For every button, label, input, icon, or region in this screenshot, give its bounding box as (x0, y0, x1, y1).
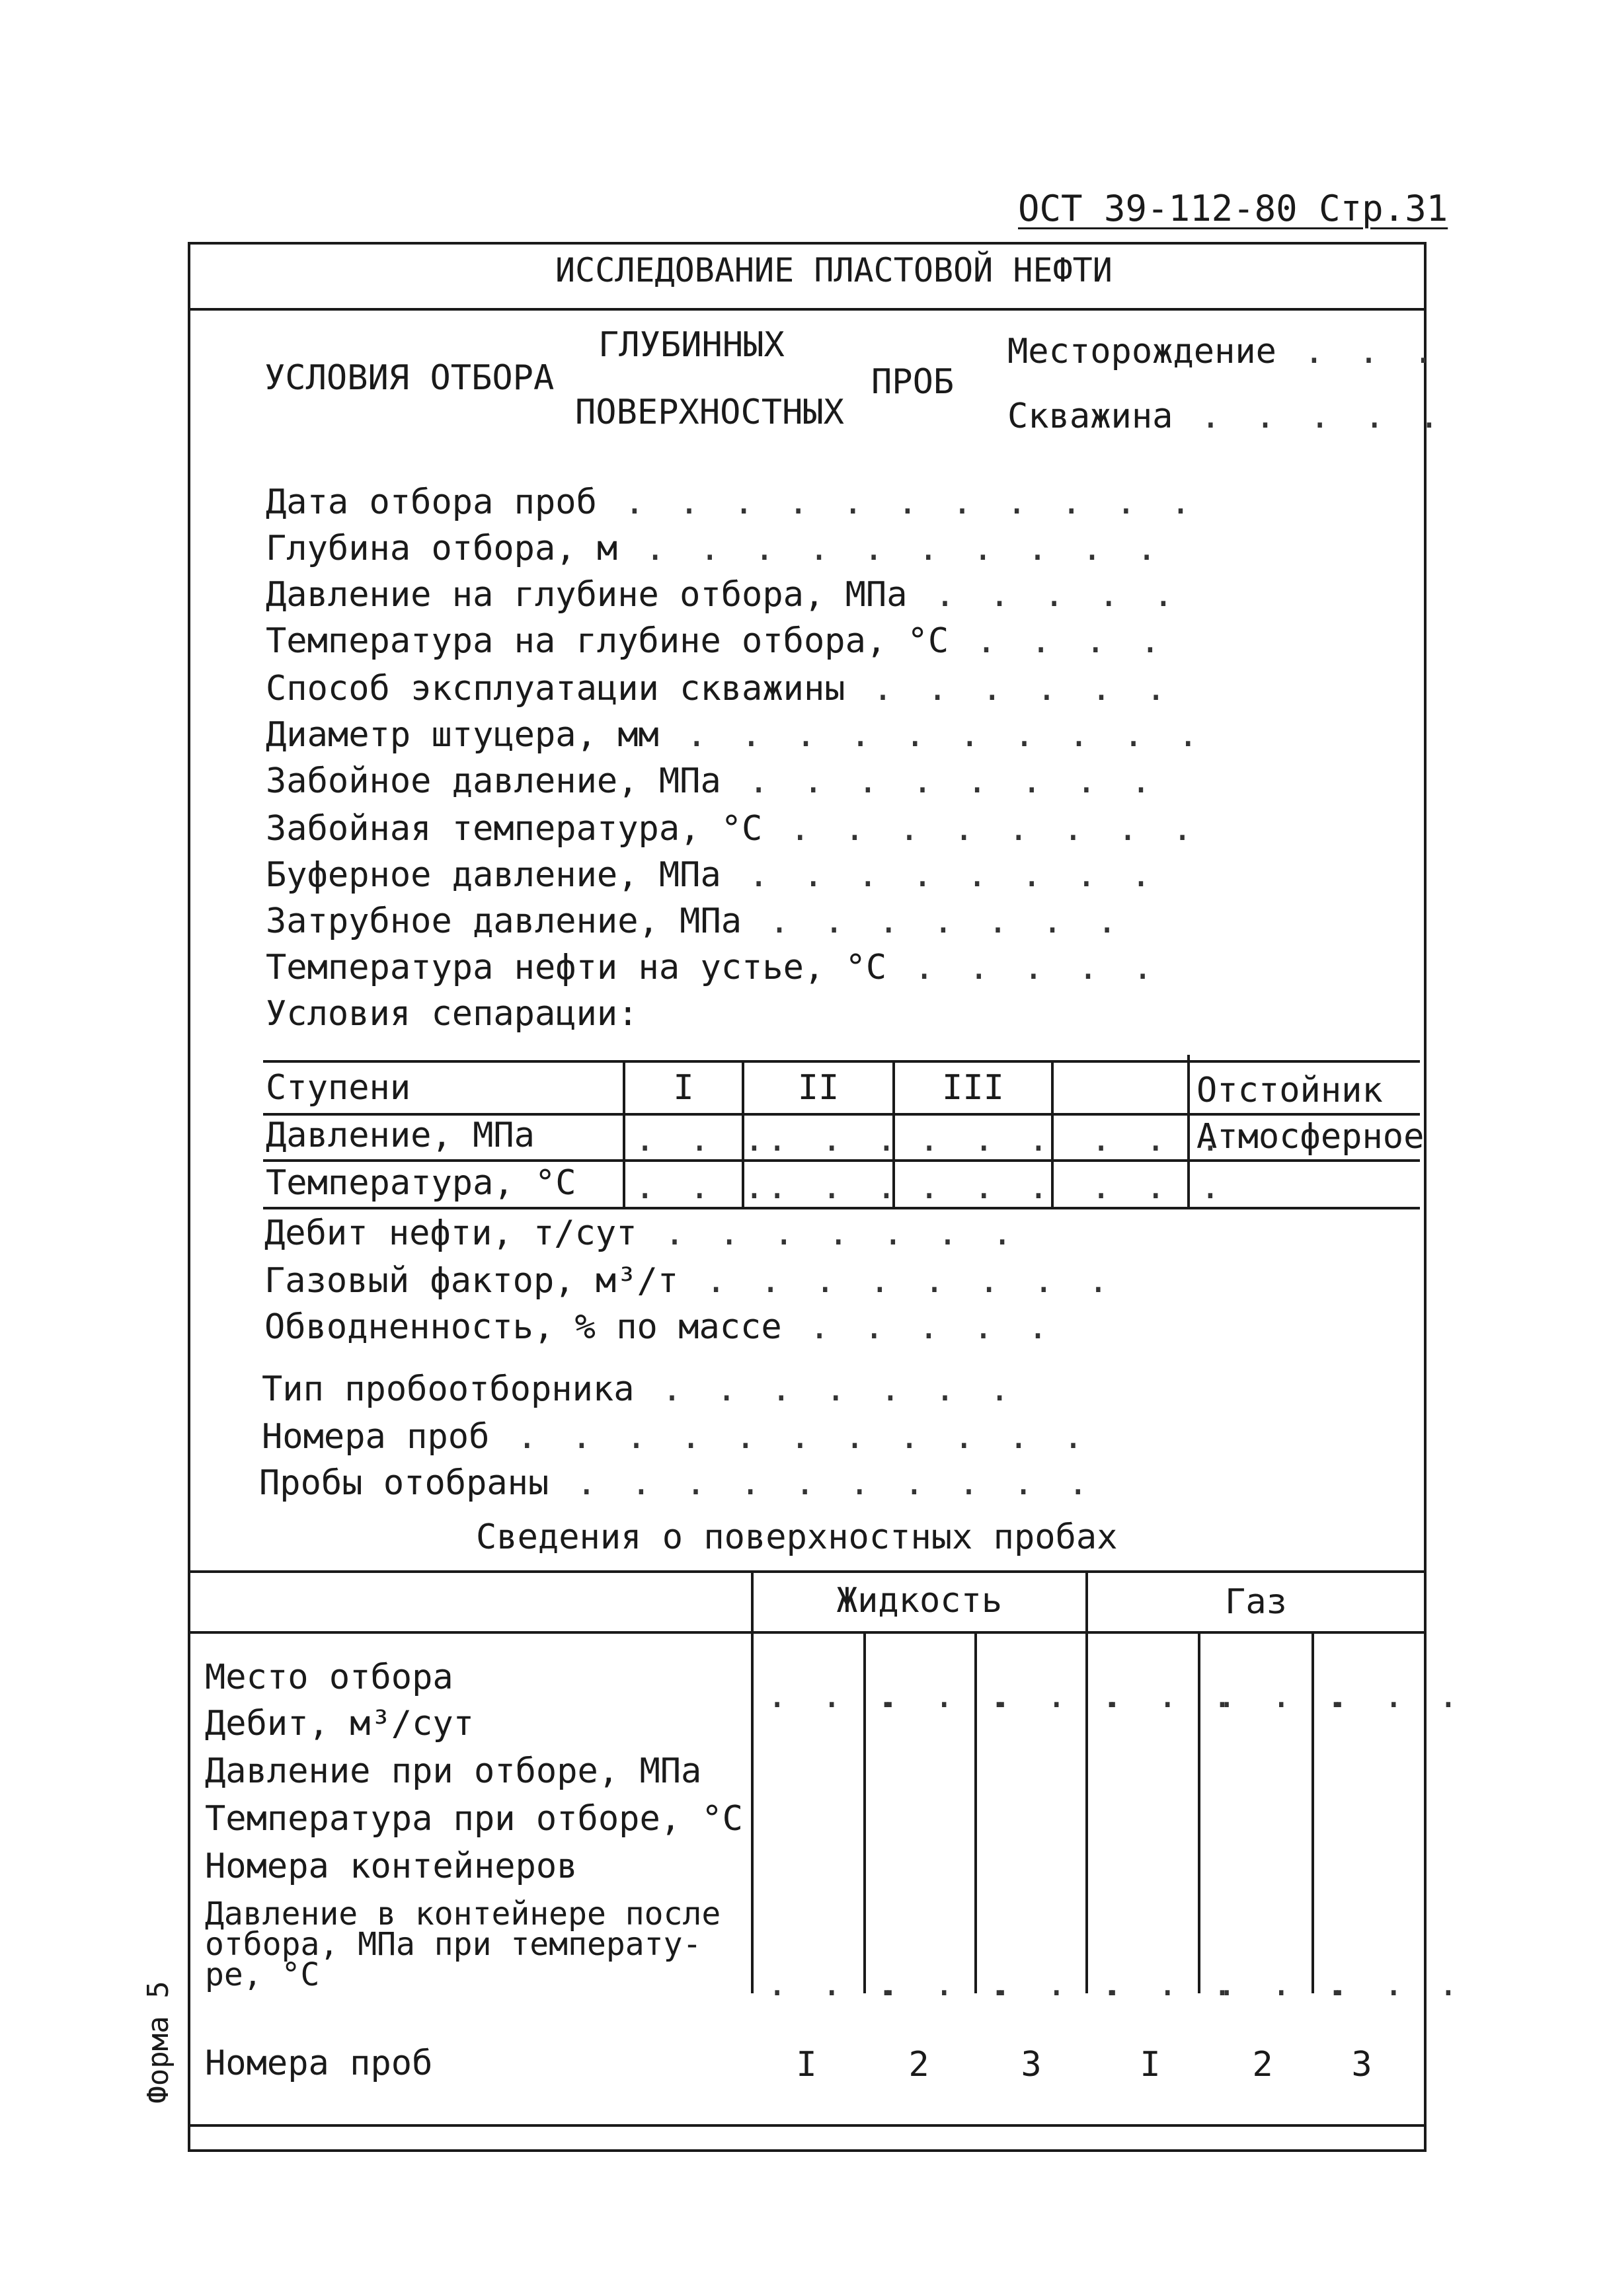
sep-row-pressure-label: Давление, МПа (266, 1116, 535, 1155)
surf-dots-top: . . . (879, 1676, 1016, 1716)
surf-dots-top: . . . (1103, 1676, 1239, 1716)
sep-row-pressure-atmospheric: Атмосферное (1196, 1117, 1425, 1157)
sep-row-temperature-dots: . . . (767, 1167, 904, 1207)
field-choke-diameter: Диаметр штуцера, мм . . . . . . . . . . (266, 715, 1205, 755)
surf-samples-label: Номера проб (205, 2044, 433, 2083)
sep-row-pressure-dots: . . . (635, 1120, 771, 1159)
surf-row-pressure: Давление при отборе, МПа (205, 1751, 702, 1791)
sep-header-stage-1: I (673, 1068, 694, 1108)
field-bottomhole-pressure: Забойное давление, МПа . . . . . . . . (266, 761, 1158, 801)
field-temperature-depth: Температура на глубине отбора, °С . . . . (266, 621, 1167, 661)
field-oil-rate: Дебит нефти, т/сут . . . . . . . (264, 1213, 1019, 1253)
surf-dots-top: . . . (992, 1676, 1128, 1716)
surf-dots-bottom: . . . (1103, 1964, 1239, 2004)
surf-dots-bottom: . . . (879, 1964, 1016, 2004)
sep-header-settler: Отстойник (1196, 1071, 1383, 1110)
field-water-cut: Обводненность, % по массе . . . . . (264, 1307, 1055, 1347)
surf-line-top (188, 1570, 1424, 1573)
sep-header-stage-3: III (942, 1068, 1004, 1108)
well-label: Скважина . . . . . (1007, 397, 1446, 436)
surf-sample-number: 3 (1021, 2045, 1042, 2085)
surf-sample-number: I (796, 2045, 817, 2085)
sep-row-pressure-dots: . . . (1091, 1120, 1228, 1159)
surf-row-container-pressure-line1: Давление в контейнере после (205, 1895, 721, 1932)
surf-row-sampling-place: Место отбора (205, 1658, 453, 1697)
field-oil-temperature-wellhead: Температура нефти на устье, °С . . . . . (266, 948, 1160, 987)
sep-row-temperature-label: Температура, °С (266, 1163, 576, 1203)
surf-dots-bottom: . . . (1216, 1964, 1353, 2004)
sample-type-deep: ГЛУБИННЫХ (598, 325, 785, 365)
surf-sample-number: I (1140, 2045, 1161, 2085)
sep-row-temperature-dots: . . . (635, 1167, 771, 1207)
field-sampler-type: Тип пробоотборника . . . . . . . (262, 1369, 1017, 1409)
sep-line-2 (263, 1159, 1420, 1162)
sep-row-pressure-dots: . . . (767, 1120, 904, 1159)
sep-header-stages: Ступени (266, 1068, 411, 1108)
sep-row-temperature-dots: . . . (919, 1167, 1056, 1207)
field-annulus-pressure: Затрубное давление, МПа . . . . . . . (266, 901, 1124, 941)
surf-dots-bottom: . . . (767, 1964, 904, 2004)
field-operation-method: Способ эксплуатации скважины . . . . . . (266, 669, 1173, 708)
surf-col-d (1085, 1570, 1088, 1993)
surf-group-gas: Газ (1225, 1582, 1287, 1622)
surf-line-header (188, 1631, 1424, 1634)
field-label: Месторождение . . . (1007, 332, 1440, 371)
surf-group-liquid: Жидкость (836, 1581, 1003, 1621)
field-bottomhole-temperature: Забойная температура, °С . . . . . . . . (266, 809, 1200, 849)
surf-row-container-pressure-line2: отбора, МПа при температу- (205, 1926, 702, 1963)
document-code: ОСТ 39-112-80 Стр.31 (1018, 188, 1448, 229)
surf-col-a (751, 1570, 754, 1993)
surf-dots-bottom: . . . (992, 1964, 1128, 2004)
surf-dots-top: . . . (767, 1676, 904, 1716)
field-buffer-pressure: Буферное давление, МПа . . . . . . . . (266, 855, 1158, 895)
surf-sample-number: 2 (908, 2045, 929, 2085)
surf-dots-bottom: . . . (1329, 1964, 1466, 2004)
surf-sample-number: 2 (1252, 2045, 1273, 2085)
field-gas-factor: Газовый фактор, м³/т . . . . . . . . (264, 1261, 1116, 1301)
title-divider (188, 308, 1424, 311)
surf-dots-top: . . . (1216, 1676, 1353, 1716)
field-sample-date: Дата отбора проб . . . . . . . . . . . (266, 482, 1198, 522)
surf-row-container-numbers: Номера контейнеров (205, 1847, 578, 1886)
sep-line-bottom (263, 1207, 1420, 1209)
field-depth: Глубина отбора, м . . . . . . . . . . (266, 529, 1164, 568)
sep-line-top (263, 1060, 1420, 1063)
field-separation-conditions: Условия сепарации: (266, 994, 639, 1034)
conditions-label: УСЛОВИЯ ОТБОРА (264, 358, 555, 398)
form-title: ИССЛЕДОВАНИЕ ПЛАСТОВОЙ НЕФТИ (555, 251, 1113, 289)
surface-samples-title: Сведения о поверхностных пробах (476, 1517, 1118, 1557)
surf-row-temperature: Температура при отборе, °С (205, 1799, 743, 1839)
surf-sample-number: 3 (1351, 2045, 1372, 2085)
samples-word: ПРОБ (871, 362, 955, 402)
field-sample-numbers: Номера проб . . . . . . . . . . . (262, 1417, 1091, 1457)
surf-dots-top: . . . (1329, 1676, 1466, 1716)
field-pressure-depth: Давление на глубине отбора, МПа . . . . . (266, 575, 1181, 615)
sep-row-pressure-dots: . . . (919, 1120, 1056, 1159)
sample-type-surface: ПОВЕРХНОСТНЫХ (575, 393, 844, 432)
surf-row-container-pressure-line3: ре, °С (205, 1956, 320, 1993)
surf-line-bottom (188, 2124, 1424, 2127)
field-samples-taken: Пробы отобраны . . . . . . . . . . (259, 1463, 1095, 1503)
sep-header-stage-2: II (797, 1068, 840, 1108)
form-number-label: Форма 5 (141, 1981, 175, 2104)
sep-row-temperature-dots: . . . (1091, 1167, 1228, 1207)
surf-row-rate: Дебит, м³/сут (205, 1704, 474, 1743)
